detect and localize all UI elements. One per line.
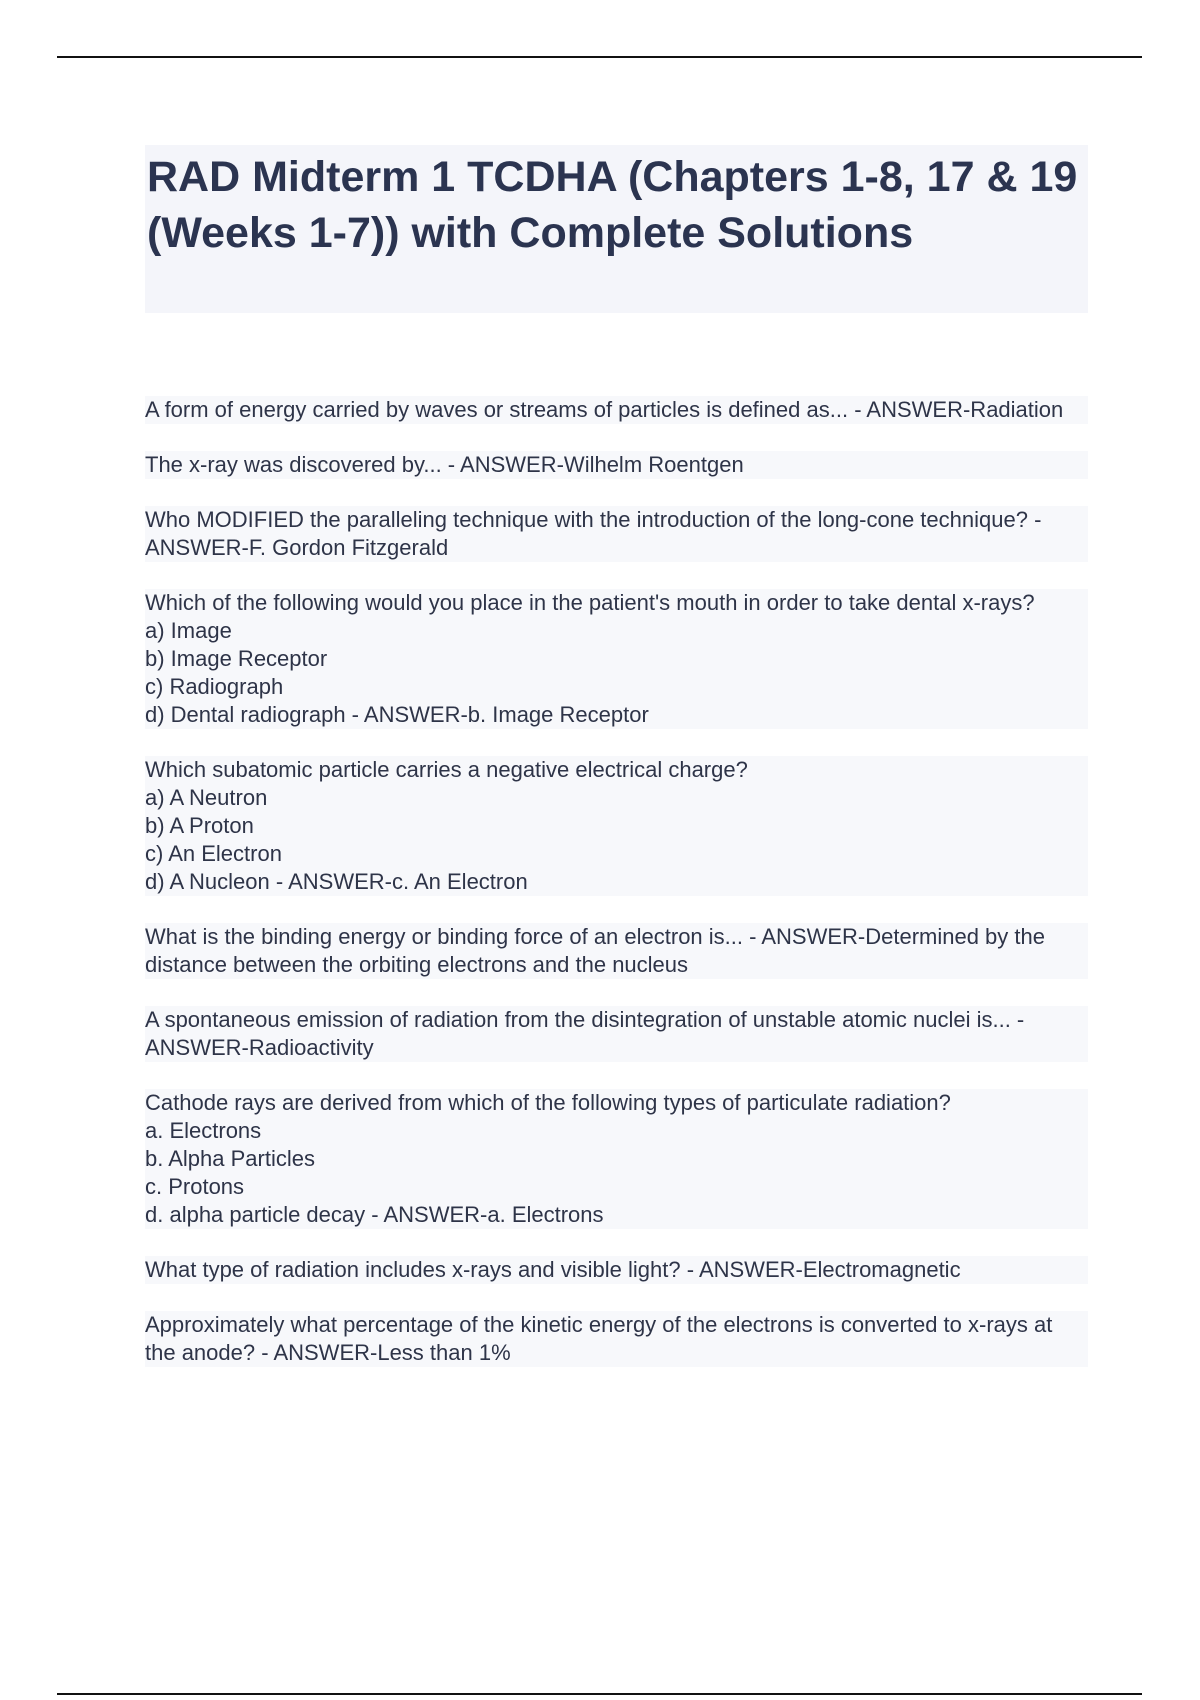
- title-block: [145, 145, 1088, 313]
- qa-text: Approximately what percentage of the kinetic energy of the electrons is converted to x-rays at the anode? - ANSWER-Less than 1%: [145, 1312, 1053, 1365]
- qa-option-answer: d) Dental radiograph - ANSWER-b. Image Receptor: [145, 702, 649, 727]
- qa-option: a. Electrons: [145, 1118, 262, 1143]
- qa-text: A form of energy carried by waves or streams of particles is defined as... - ANSWER-Radiation: [145, 397, 1064, 422]
- qa-item: [145, 506, 1088, 562]
- qa-item: [145, 756, 1088, 896]
- qa-option: c) An Electron: [145, 841, 282, 866]
- qa-text: What is the binding energy or binding force of an electron is... - ANSWER-Determined by the distance between the orbiting electrons and the nucleus: [145, 924, 1045, 977]
- qa-option: c. Protons: [145, 1174, 245, 1199]
- qa-question: Which of the following would you place in the patient's mouth in order to take dental x-rays?: [145, 590, 1035, 615]
- qa-item: [145, 923, 1088, 979]
- qa-item: [145, 1311, 1088, 1367]
- qa-option: b. Alpha Particles: [145, 1146, 315, 1171]
- qa-text: A spontaneous emission of radiation from the disintegration of unstable atomic nuclei is... - ANSWER-Radioactivity: [145, 1007, 1025, 1060]
- qa-option: c) Radiograph: [145, 674, 284, 699]
- qa-option: a) A Neutron: [145, 785, 268, 810]
- bottom-divider: [57, 1693, 1142, 1695]
- qa-option: b) Image Receptor: [145, 646, 328, 671]
- qa-text: Who MODIFIED the paralleling technique with the introduction of the long-cone technique? - ANSWER-F. Gordon Fitzgerald: [145, 507, 1042, 560]
- qa-item: [145, 1006, 1088, 1062]
- qa-question: Cathode rays are derived from which of the following types of particulate radiation?: [145, 1090, 951, 1115]
- qa-item: [145, 1256, 1088, 1284]
- qa-option: b) A Proton: [145, 813, 254, 838]
- qa-text: What type of radiation includes x-rays and visible light? - ANSWER-Electromagnetic: [145, 1257, 961, 1282]
- qa-option-answer: d. alpha particle decay - ANSWER-a. Electrons: [145, 1202, 604, 1227]
- qa-option: a) Image: [145, 618, 232, 643]
- qa-list: [145, 396, 1088, 1394]
- qa-item: [145, 396, 1088, 424]
- top-divider: [57, 56, 1142, 58]
- document-title: RAD Midterm 1 TCDHA (Chapters 1-8, 17 & 19 (Weeks 1-7)) with Complete Solutions: [147, 153, 1078, 257]
- qa-item: [145, 451, 1088, 479]
- qa-option-answer: d) A Nucleon - ANSWER-c. An Electron: [145, 869, 528, 894]
- qa-item: [145, 589, 1088, 729]
- qa-item: [145, 1089, 1088, 1229]
- qa-question: Which subatomic particle carries a negative electrical charge?: [145, 757, 748, 782]
- qa-text: The x-ray was discovered by... - ANSWER-Wilhelm Roentgen: [145, 452, 744, 477]
